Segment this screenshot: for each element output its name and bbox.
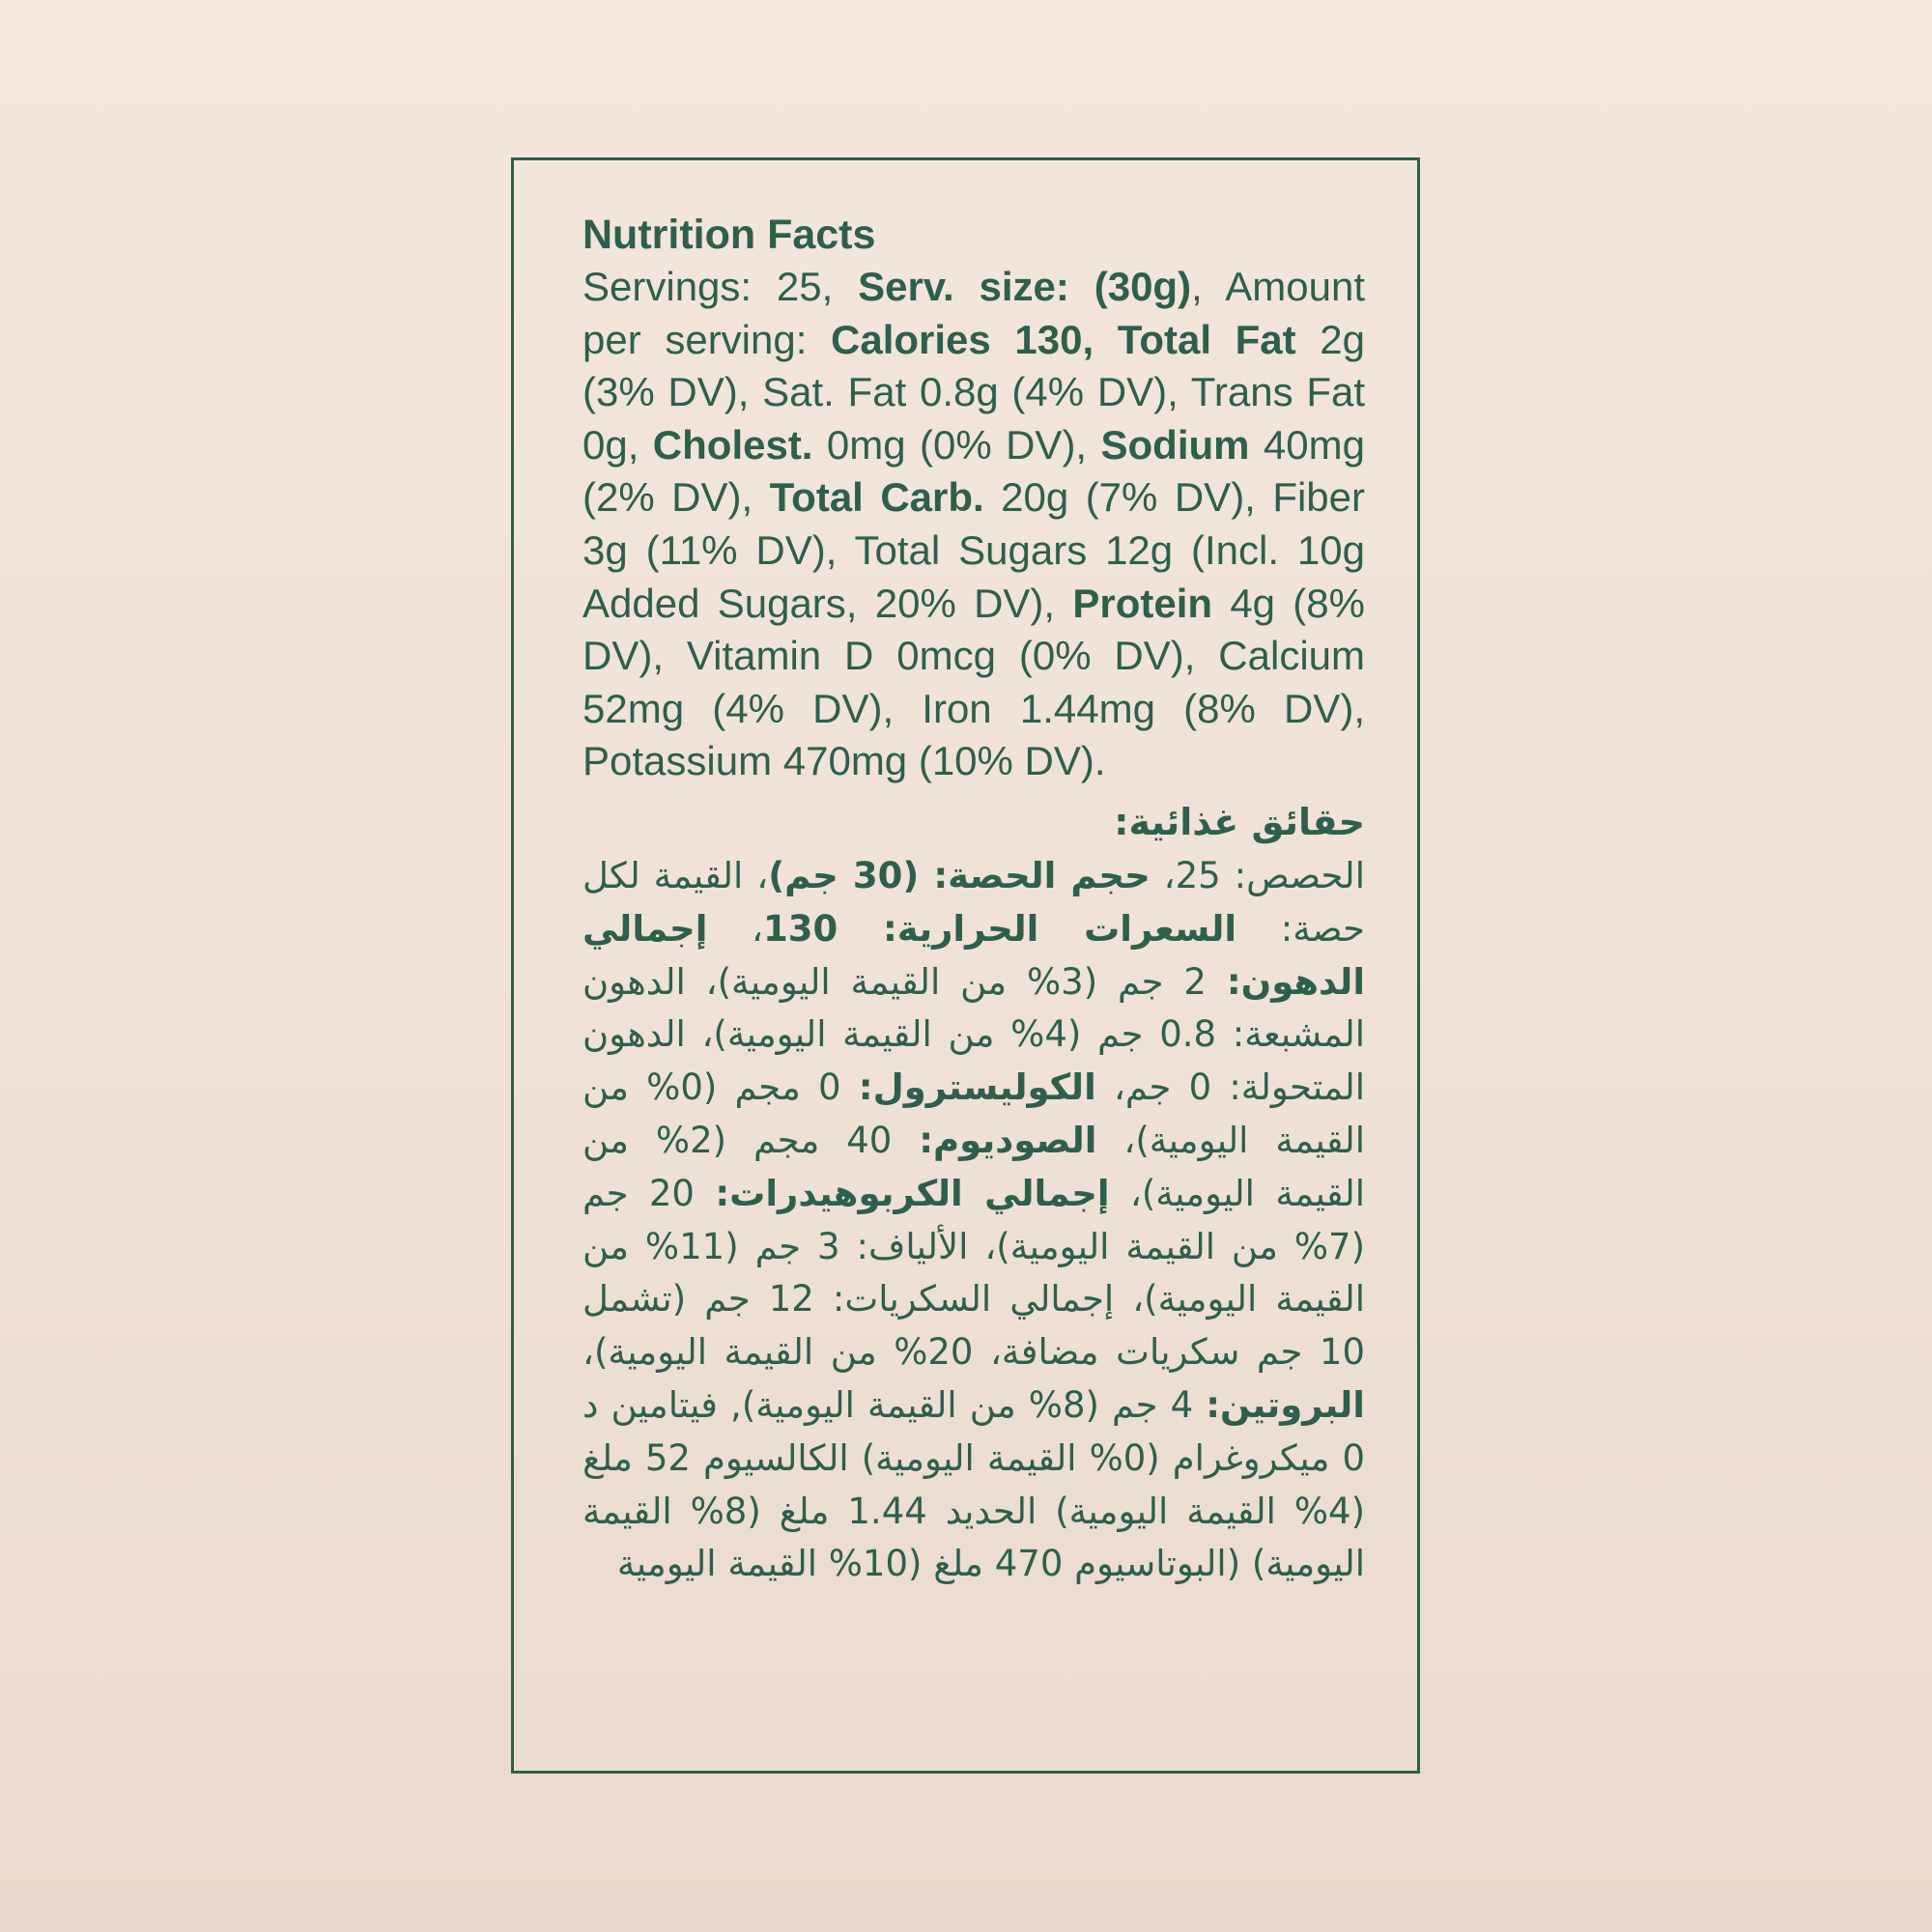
serving-size: Serv. size: (30g) — [858, 264, 1192, 309]
ar-protein-and-minerals-value: 4 جم (8% من القيمة اليومية), فيتامين د 0 ميكروغرام (0% القيمة اليومية) الكالسيوم 52 ملغ (4% القيمة اليومية) الحديد 1.44 ملغ (8% القيمة اليومية) (البوتاسيوم 470 ملغ (10% القيمة اليومية — [582, 1383, 1366, 1585]
nutrition-label-box — [511, 157, 1420, 1774]
protein-and-minerals-value: 4g (8% DV), Vitamin D 0mcg (0% DV), Calcium 52mg (4% DV), Iron 1.44mg (8% DV), Potassium 470mg (10% DV). — [582, 580, 1365, 784]
ar-cholesterol-value: 0 مجم (0% من القيمة اليومية)، — [582, 1066, 1365, 1161]
ar-total-fat-value: 2 جم (3% من القيمة اليومية)، الدهون المشبعة: 0.8 جم (4% من القيمة اليومية)، الدهون المتحولة: 0 جم، — [582, 960, 1366, 1109]
ar-protein-label: البروتين: — [1206, 1383, 1365, 1426]
english-nutrition-text — [582, 261, 1365, 788]
ar-total-fat-label: إجمالي الدهون: — [582, 907, 1366, 1003]
nutrition-label-content — [582, 209, 1365, 1591]
ar-calories: السعرات الحرارية: 130 — [762, 907, 1237, 950]
ar-comma: ، — [707, 907, 763, 950]
total-carb-label: Total Carb. — [769, 474, 984, 521]
amount-per-serving-label: Amount per serving: — [582, 264, 1365, 362]
arabic-title: حقائق غذائية: — [1114, 800, 1365, 843]
sodium-label: Sodium — [1100, 421, 1250, 468]
ar-total-carb-value: 20 جم (7% من القيمة اليومية)، الألياف: 3 جم (11% من القيمة اليومية)، إجمالي السكريات: 12 جم (تشمل 10 جم سكريات مضافة، 20% من القيمة اليومية)، — [582, 1172, 1365, 1374]
sodium-value: 40mg (2% DV), — [582, 421, 1365, 521]
english-title: Nutrition Facts — [582, 212, 876, 258]
ar-total-carb-label: إجمالي الكربوهيدرات: — [715, 1172, 1110, 1214]
total-carb-value: 20g (7% DV), Fiber 3g (11% DV), Total Sugars 12g (Incl. 10g Added Sugars, 20% DV), — [582, 474, 1366, 626]
cholesterol-value: 0mg (0% DV), — [812, 421, 1101, 468]
servings-label: Servings: 25, — [582, 264, 859, 309]
ar-amount-per-serving: ، القيمة لكل حصة: — [582, 854, 1365, 950]
arabic-nutrition-text — [582, 850, 1365, 1591]
total-fat-label: Total Fat — [1117, 316, 1296, 362]
comma: , — [1191, 264, 1203, 309]
ar-sodium-label: الصوديوم: — [919, 1119, 1097, 1161]
total-fat-value: 2g (3% DV), Sat. Fat 0.8g (4% DV), Trans Fat 0g, — [582, 316, 1365, 468]
ar-cholesterol-label: الكوليسترول: — [858, 1066, 1096, 1109]
ar-serving-size: حجم الحصة: (30 جم) — [768, 854, 1151, 896]
cholesterol-label: Cholest. — [652, 421, 813, 468]
ar-servings: الحصص: 25، — [1150, 854, 1365, 896]
ar-sodium-value: 40 مجم (2% من القيمة اليومية)، — [582, 1119, 1366, 1214]
calories: Calories 130, — [831, 316, 1094, 362]
protein-label: Protein — [1072, 580, 1213, 626]
